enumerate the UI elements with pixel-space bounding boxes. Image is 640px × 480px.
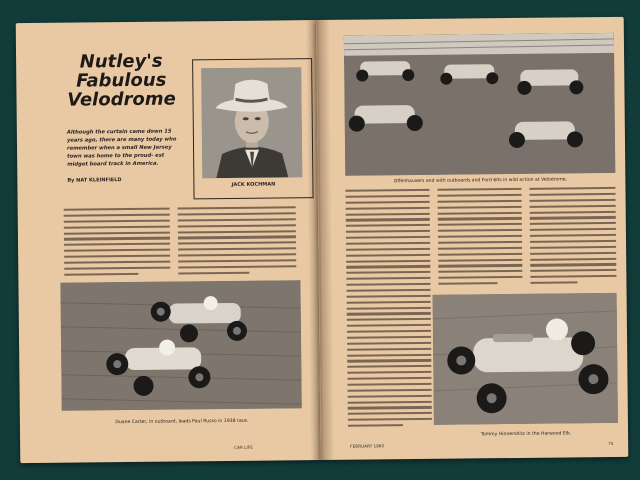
right-folio-date: FEBRUARY 1960 [350, 443, 385, 449]
body-text-column-4 [437, 188, 522, 289]
article-deck: Although the curtain came down 15 years ago, there are many today who remember when a small New Jersey town was home to the proud- est midget board track in America. [66, 128, 177, 168]
body-text-column-2 [178, 206, 297, 278]
title-line-2: Fabulous [76, 69, 167, 92]
right-page [316, 17, 629, 460]
portrait-caption: JACK KOCHMAN [231, 181, 276, 188]
article-byline: By NAT KLEINFIELD [67, 177, 122, 184]
track-action-image [344, 33, 615, 176]
midget-cars-image [60, 280, 301, 411]
left-photo-caption: Duane Carter, in outboard, leads Paul Russo in 1938 race. [115, 418, 249, 426]
body-text-column-3 [345, 189, 432, 431]
portrait-photo [201, 67, 302, 178]
top-right-photo-caption: Offenhausers and with outboards and Ford 60s in wild action at Velodrome. [393, 177, 568, 185]
bottom-right-race-photo [433, 293, 618, 425]
body-text-column-1 [64, 208, 171, 280]
hinnershitz-car-image [433, 293, 618, 425]
portrait-image [201, 67, 302, 178]
title-line-1: Nutley's [79, 50, 163, 73]
portrait-box [192, 58, 313, 199]
title-line-3: Velodrome [67, 88, 176, 111]
magazine-spread [16, 17, 629, 463]
left-page [16, 20, 321, 463]
right-folio-page: 75 [608, 440, 614, 447]
bottom-right-photo-caption: Tommy Hinnershitz in the Harwood Elk. [480, 431, 572, 438]
body-text-column-5 [529, 187, 616, 288]
left-folio: CAR LIFE [234, 444, 253, 450]
left-race-photo [60, 280, 301, 411]
top-right-race-photo [344, 33, 615, 176]
article-title [56, 51, 187, 109]
